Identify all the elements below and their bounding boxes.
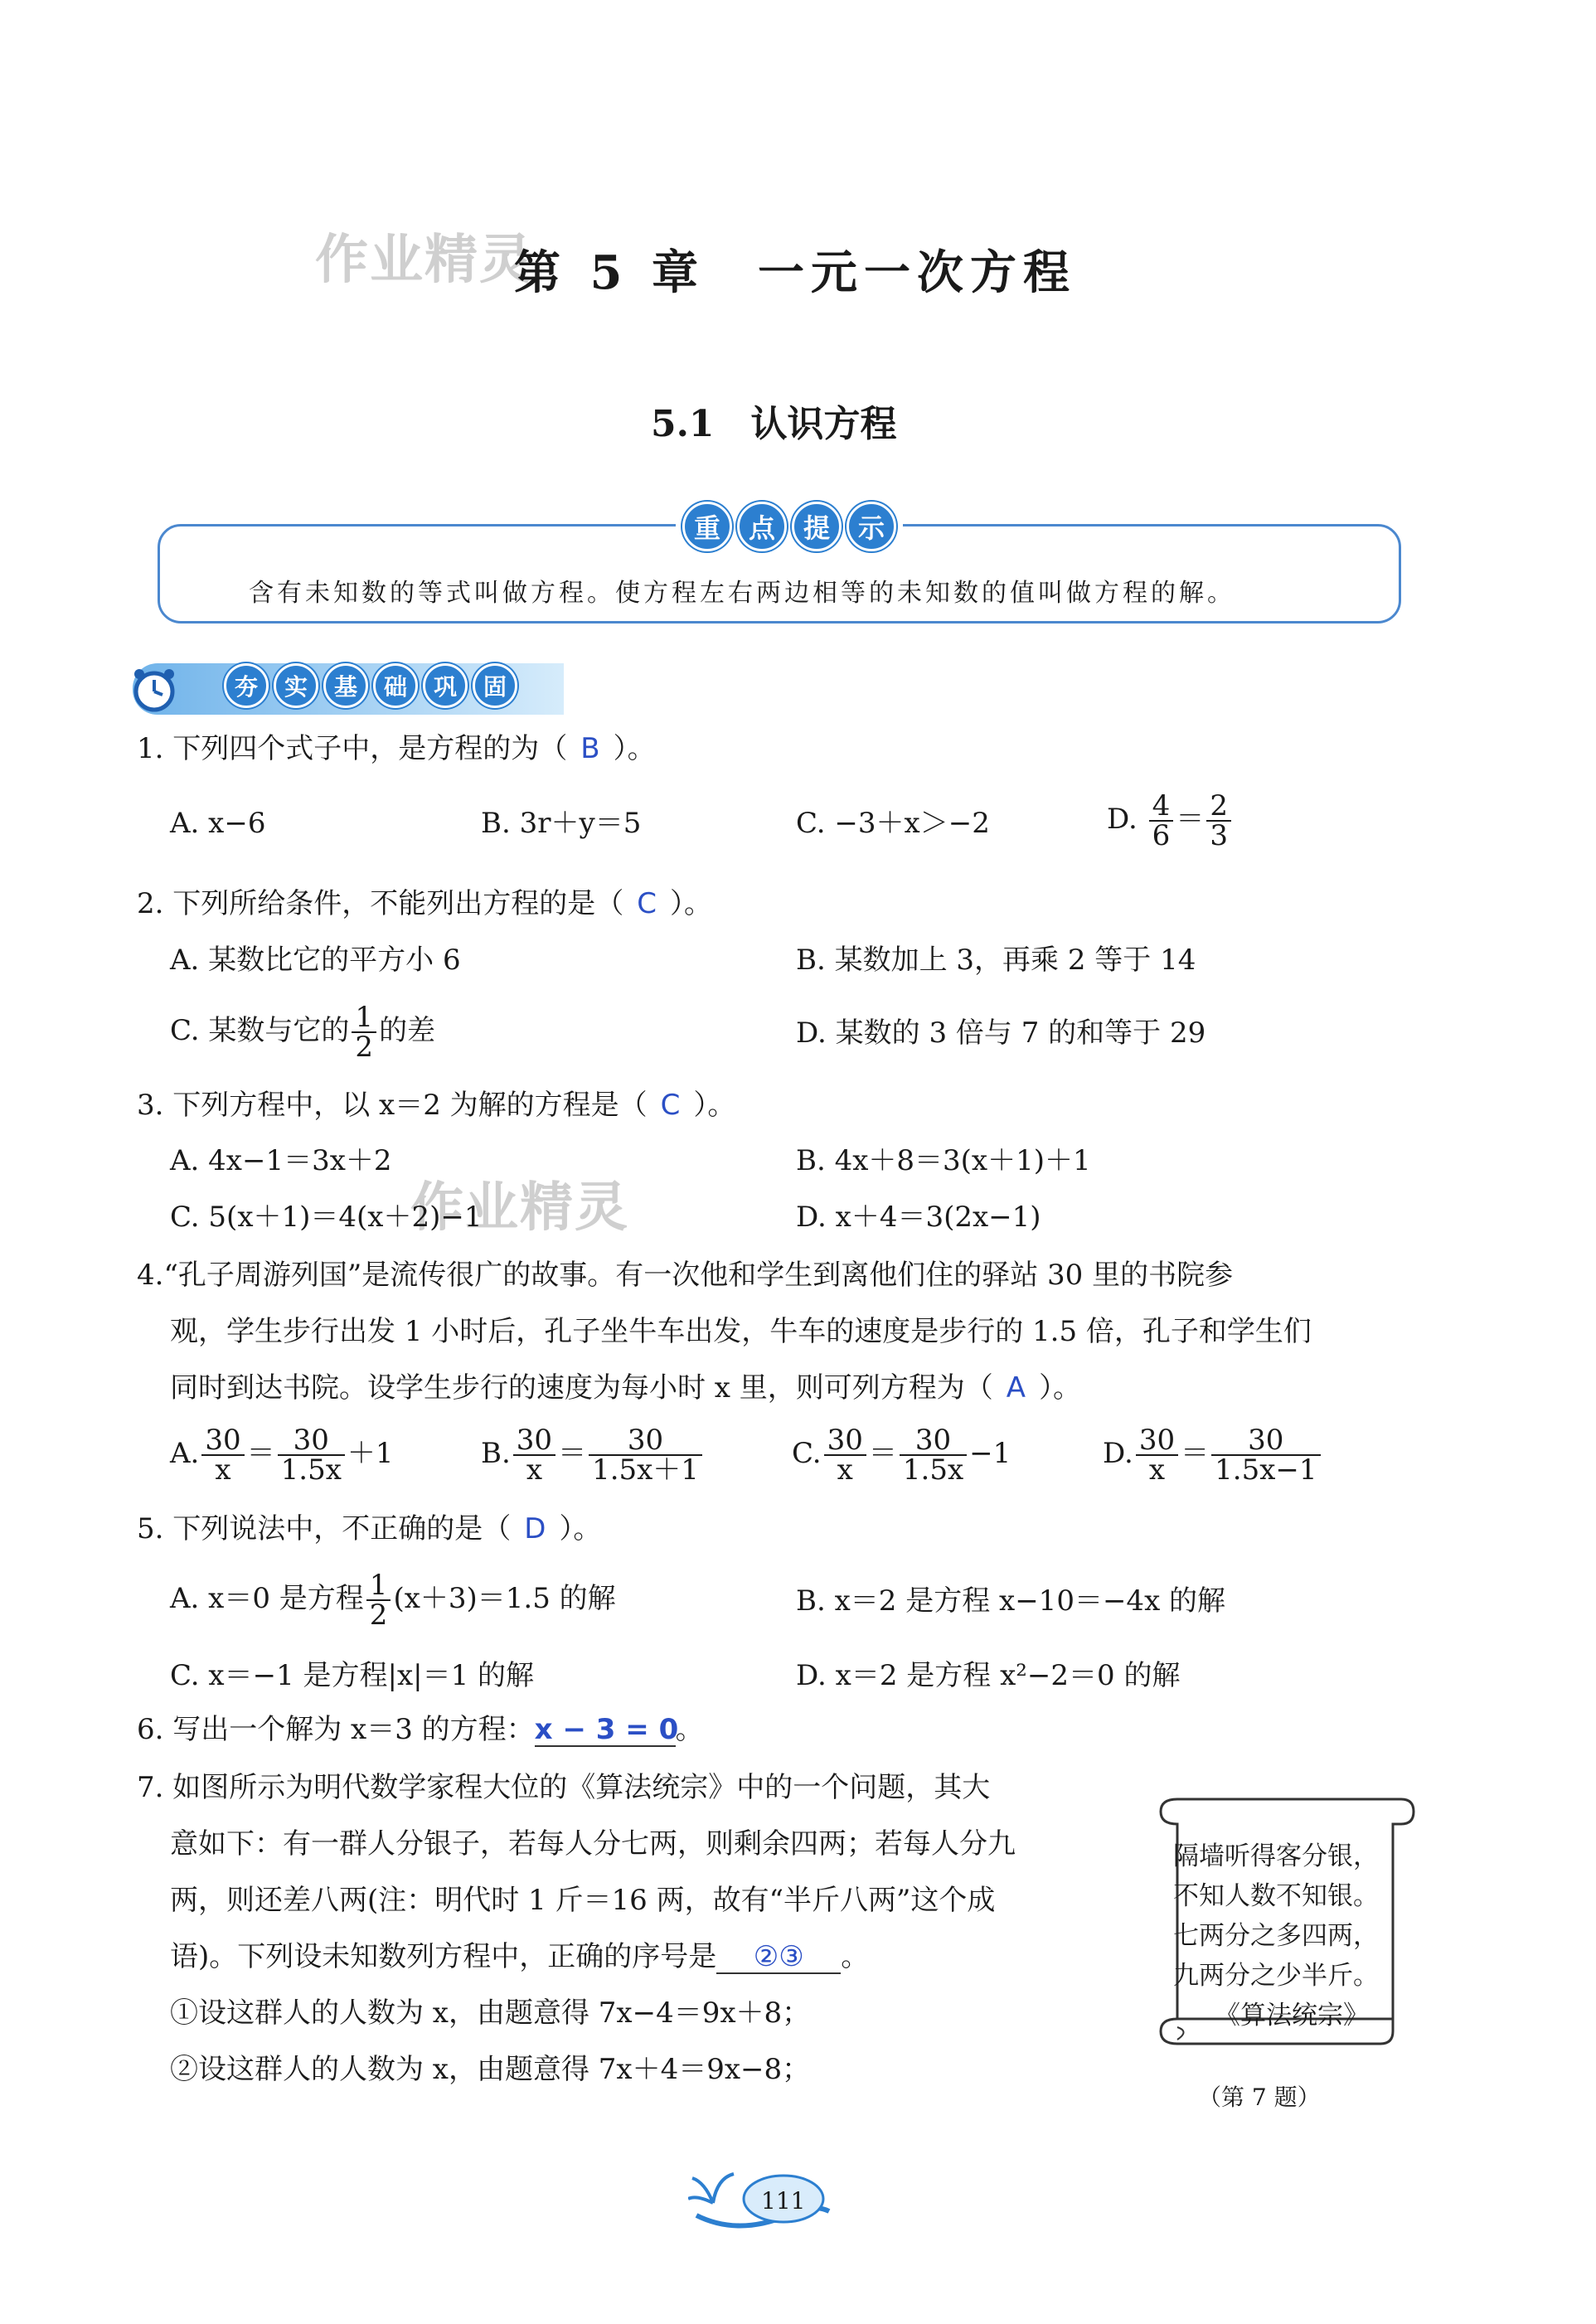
question-7-line: 7. 如图所示为明代数学家程大位的《算法统宗》中的一个问题，其大 bbox=[137, 1771, 991, 1804]
option-c: C. 某数与它的 $\frac{1}{2}$ 的差 bbox=[170, 1001, 436, 1064]
option-b: B. 3r＋y＝5 bbox=[481, 807, 642, 840]
poem-source: 《算法统宗》 bbox=[1215, 2001, 1369, 2030]
heading-char: 点 bbox=[737, 502, 787, 551]
option-a: A. $\frac{30}{x}$ ＝ $\frac{30}{1.5x}$ ＋1 bbox=[170, 1424, 394, 1487]
question-4-line: 同时到达书院。设学生步行的速度为每小时 x 里，则可列方程为（ A ）。 bbox=[170, 1371, 1082, 1405]
poem bbox=[1173, 1836, 1379, 2035]
option-d: D. $\frac{4}{6}$ ＝ $\frac{2}{3}$ bbox=[1107, 792, 1234, 850]
figure-caption: （第 7 题） bbox=[1198, 2084, 1321, 2111]
option-b: B. 4x＋8＝3(x＋1)＋1 bbox=[796, 1144, 1091, 1177]
poem-line: 不知人数不知银。 bbox=[1173, 1881, 1379, 1911]
answer: A bbox=[1006, 1371, 1026, 1405]
heading-char: 重 bbox=[682, 502, 732, 551]
heading-char: 基 bbox=[323, 663, 368, 708]
answer-blank: ②③ bbox=[716, 1942, 841, 1974]
question-5-stem: 5. 下列说法中，不正确的是（ D ）。 bbox=[137, 1512, 602, 1545]
question-2-stem: 2. 下列所给条件，不能列出方程的是（ C ）。 bbox=[137, 887, 712, 920]
chapter-title: 第 5 章 一元一次方程 bbox=[514, 245, 1076, 300]
heading-char: 示 bbox=[847, 502, 896, 551]
alarm-clock-icon bbox=[131, 667, 177, 713]
answer: C bbox=[637, 887, 657, 920]
heading-char: 固 bbox=[473, 663, 517, 708]
heading-char: 提 bbox=[792, 502, 842, 551]
question-7-line: 意如下：有一群人分银子，若每人分七两，则剩余四两；若每人分九 bbox=[170, 1827, 1016, 1861]
heading-char: 夯 bbox=[224, 663, 269, 708]
option-d: D. x＋4＝3(2x−1) bbox=[796, 1201, 1041, 1234]
question-4-line: 4.“孔子周游列国”是流传很广的故事。有一次他和学生到离他们住的驿站 30 里的书院参 bbox=[137, 1259, 1234, 1292]
basics-heading bbox=[224, 663, 517, 708]
question-7-option: ②设这群人的人数为 x，由题意得 7x＋4＝9x−8； bbox=[170, 2053, 811, 2086]
question-6: 6. 写出一个解为 x＝3 的方程：x − 3 = 0。 bbox=[137, 1713, 704, 1746]
option-a: A. x＝0 是方程 $\frac{1}{2}$ (x＋3)＝1.5 的解 bbox=[170, 1569, 616, 1632]
heading-char: 础 bbox=[373, 663, 418, 708]
poem-line: 七两分之多四两， bbox=[1173, 1921, 1379, 1951]
option-c: C. x＝−1 是方程|x|＝1 的解 bbox=[170, 1659, 535, 1692]
key-points-text: 含有未知数的等式叫做方程。使方程左右两边相等的未知数的值叫做方程的解。 bbox=[249, 579, 1235, 608]
option-d: D. x＝2 是方程 x²−2＝0 的解 bbox=[796, 1659, 1181, 1692]
question-4-line: 观，学生步行出发 1 小时后，孔子坐牛车出发，牛车的速度是步行的 1.5 倍，孔子和学生们 bbox=[170, 1315, 1312, 1348]
option-b: B. x＝2 是方程 x−10＝−4x 的解 bbox=[796, 1584, 1226, 1618]
page-number: 111 bbox=[761, 2187, 806, 2215]
question-1-stem: 1. 下列四个式子中，是方程的为（ B ）。 bbox=[137, 732, 656, 765]
option-a: A. x−6 bbox=[170, 807, 266, 840]
answer-blank: x − 3 = 0 bbox=[534, 1713, 679, 1746]
section-title: 5.1 认识方程 bbox=[651, 403, 897, 445]
heading-char: 巩 bbox=[423, 663, 468, 708]
option-a: A. 4x−1＝3x＋2 bbox=[170, 1144, 392, 1177]
watermark: 作业精灵 bbox=[315, 230, 534, 291]
option-c: C. −3＋x＞−2 bbox=[796, 807, 990, 840]
question-7-option: ①设这群人的人数为 x，由题意得 7x−4＝9x＋8； bbox=[170, 1997, 811, 2030]
option-d: D. $\frac{30}{x}$ ＝ $\frac{30}{1.5x-1}$ bbox=[1103, 1426, 1323, 1484]
heading-char: 实 bbox=[274, 663, 318, 708]
option-c: C. $\frac{30}{x}$ ＝ $\frac{30}{1.5x}$ −1 bbox=[792, 1424, 1011, 1487]
answer: B bbox=[580, 732, 600, 765]
option-c: C. 5(x＋1)＝4(x＋2)−1 bbox=[170, 1201, 483, 1234]
watermark: 作业精灵 bbox=[410, 1177, 629, 1239]
poem-line: 九两分之少半斤。 bbox=[1173, 1961, 1379, 1991]
key-points-heading bbox=[676, 502, 903, 551]
question-3-stem: 3. 下列方程中，以 x＝2 为解的方程是（ C ）。 bbox=[137, 1089, 736, 1122]
question-7-line: 两，则还差八两(注：明代时 1 斤＝16 两，故有“半斤八两”这个成 bbox=[170, 1884, 996, 1917]
option-b: B. 某数加上 3，再乘 2 等于 14 bbox=[796, 944, 1196, 977]
option-b: B. $\frac{30}{x}$ ＝ $\frac{30}{1.5x+1}$ bbox=[481, 1426, 705, 1484]
answer: C bbox=[660, 1089, 681, 1122]
poem-line: 隔墙听得客分银， bbox=[1173, 1841, 1379, 1871]
option-a: A. 某数比它的平方小 6 bbox=[170, 944, 461, 977]
question-7-line: 语)。下列设未知数列方程中，正确的序号是 ②③ 。 bbox=[170, 1940, 870, 1973]
answer: D bbox=[524, 1512, 546, 1545]
option-d: D. 某数的 3 倍与 7 的和等于 29 bbox=[796, 1016, 1206, 1050]
